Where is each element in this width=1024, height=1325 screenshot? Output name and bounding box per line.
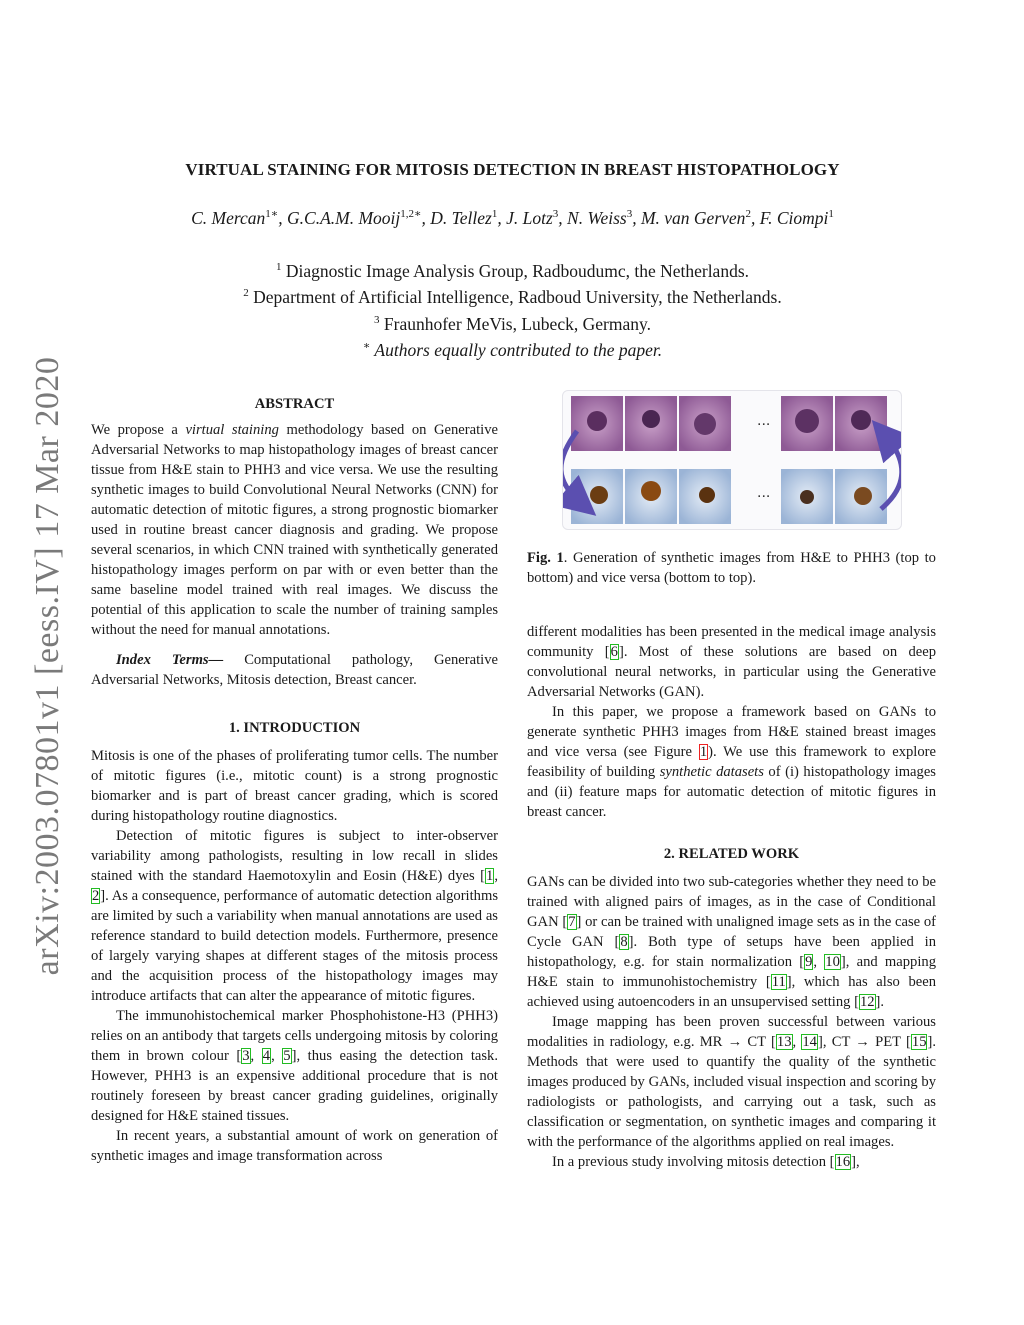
author-sup: 1,2∗ bbox=[400, 208, 422, 220]
figure-1 bbox=[562, 390, 902, 530]
arxiv-watermark bbox=[28, 346, 68, 986]
citation-link[interactable]: 14 bbox=[802, 1034, 817, 1050]
affiliation bbox=[90, 335, 935, 361]
arxiv-id: arXiv:2003.07801v1 [eess.IV] 17 Mar 2020 bbox=[29, 356, 66, 976]
body-paragraph: In a previous study involving mitosis detection [16], bbox=[552, 1154, 860, 1170]
bottom-dots: ... bbox=[757, 484, 771, 501]
phh3-tile-row bbox=[571, 469, 887, 524]
affiliation-sup: ∗ bbox=[362, 339, 371, 352]
body-paragraph bbox=[527, 702, 936, 822]
author: G.C.A.M. Mooij bbox=[287, 207, 401, 228]
author-sup: 3 bbox=[626, 208, 633, 220]
citation-link[interactable]: 6 bbox=[610, 644, 618, 660]
body-text: , bbox=[856, 1154, 860, 1170]
figure-label: Fig. 1 bbox=[527, 550, 564, 566]
citation-link[interactable]: 13 bbox=[776, 1034, 792, 1050]
related-work-heading: 2. RELATED WORK bbox=[663, 846, 800, 862]
left-column bbox=[91, 394, 498, 1166]
he-nucleus bbox=[642, 410, 660, 428]
intro-paragraph: The immunohistochemical marker Phosphohistone-H3 (PHH3) relies on an antibody that targets cells undergoing mitosis by coloring them in brown colour [3, 4, 5], thus easing the detection task. However, PHH3 is an expensive additional procedure that is not routinely foreseen by breast cancer grading guidelines, originally designed for H&E stained tissues. bbox=[91, 1008, 499, 1124]
abstract-emphasis: virtual staining bbox=[185, 422, 279, 438]
citation-link[interactable]: 9 bbox=[805, 954, 813, 970]
citation-link[interactable]: 5 bbox=[283, 1048, 291, 1064]
abstract-text-part: We propose a bbox=[91, 422, 186, 438]
citation-link[interactable]: 2 bbox=[92, 888, 100, 904]
citation-link[interactable]: 15 bbox=[911, 1034, 927, 1050]
author: F. Ciompi bbox=[759, 207, 829, 228]
body-text: . Most of these solutions are based on deep convolutional neural networks, in particular using the Generative Adversarial Networks (GAN). bbox=[527, 644, 936, 700]
affiliation-sup: 2 bbox=[243, 287, 249, 300]
citation-link[interactable]: 3 bbox=[242, 1048, 250, 1064]
body-text: of (i) histopathology images and (ii) feature maps for automatic detection of mitotic figures in breast cancer. bbox=[527, 764, 936, 820]
affiliation-text: Authors equally contributed to the paper. bbox=[374, 339, 663, 360]
author-sup: 2 bbox=[745, 208, 751, 220]
body-text: Image mapping has been proven successful between various modalities in radiology, e.g. MR → CT bbox=[527, 1014, 936, 1050]
body-text: In this paper, we propose a framework based on GANs to generate synthetic PHH3 images from H&E stained breast images and vice versa (see Figure bbox=[527, 704, 936, 760]
body-text: . bbox=[880, 994, 885, 1010]
author-sup: 1 bbox=[491, 208, 498, 220]
figure-1-caption bbox=[527, 548, 936, 588]
he-nucleus bbox=[851, 410, 871, 430]
abstract-text bbox=[91, 420, 498, 640]
affiliation-text: Department of Artificial Intelligence, Radboud University, the Netherlands. bbox=[253, 287, 782, 308]
body-paragraph: different modalities has been presented in the medical image analysis community [6]. Most of these solutions are based on deep convolutional neural networks, in particular using the Generative Adversarial Networks (GAN). bbox=[527, 624, 936, 700]
affiliation-sup: 1 bbox=[275, 261, 282, 273]
author-list: C. Mercan$^{1∗}$, G.C.A.M. Mooij$^{1,2∗}$, D. Tellez$^1$, J. Lotz$^3$, N. Weiss$^3$, M. van Gerven$^2$, F. Ciompi$^1$ bbox=[191, 207, 834, 228]
citation-link[interactable]: 8 bbox=[620, 934, 628, 950]
intro-text: , thus easing the detection task. However, PHH3 is an expensive additional procedure that is not routinely foreseen by breast cancer grading guidelines, originally designed for H&E stained tissues. bbox=[91, 1048, 499, 1124]
figure-ref-link[interactable]: 1 bbox=[699, 744, 708, 760]
body-text: In a previous study involving mitosis detection bbox=[552, 1154, 830, 1170]
intro-heading: 1. INTRODUCTION bbox=[228, 720, 361, 736]
phh3-brown-cell bbox=[590, 486, 608, 504]
author: M. van Gerven bbox=[640, 207, 746, 228]
affiliation-sup: 3 bbox=[374, 313, 380, 326]
affiliation bbox=[90, 282, 935, 308]
citation-link[interactable]: 12 bbox=[859, 994, 875, 1010]
citation-link[interactable]: 1 bbox=[486, 868, 494, 884]
abstract-heading: ABSTRACT bbox=[254, 396, 335, 412]
citation-link[interactable]: 16 bbox=[835, 1154, 851, 1170]
body-text: or can be trained with unaligned image sets as in the case of Cycle GAN bbox=[527, 914, 936, 950]
phh3-brown-cell bbox=[800, 490, 814, 504]
intro-text: Detection of mitotic figures is subject to inter-observer variability among pathologists, resulting in low recall in slides stained with the standard Haemotoxylin and Eosin (H&E) dyes bbox=[91, 828, 498, 884]
affiliations bbox=[90, 256, 935, 361]
he-nucleus bbox=[795, 409, 819, 433]
figure-1-image bbox=[563, 391, 901, 529]
right-column bbox=[527, 622, 936, 1172]
author: J. Lotz bbox=[506, 207, 553, 228]
author-sup: 3 bbox=[552, 208, 559, 220]
abstract-text-part: methodology based on Generative Adversarial Networks to map histopathology images of breast cancer tissue from H&E stain to PHH3 and vice versa. We use the resulting synthetic images to build Convolutional Neural Networks (CNN) for automatic detection of mitotic figures, a strong prognostic biomarker used in routine breast cancer diagnosis and grading. We propose several scenarios, in which CNN trained with synthetically generated histopathology images perform on par with or even better than the same baseline model trained with real images. We discuss the potential of this application to scale the number of training samples without the need for manual annotations. bbox=[91, 422, 498, 638]
he-tile-row bbox=[571, 396, 887, 451]
author-sup: 1∗ bbox=[265, 208, 279, 220]
author: N. Weiss bbox=[567, 207, 627, 228]
body-text: , CT → PET bbox=[822, 1034, 907, 1050]
phh3-brown-cell bbox=[854, 487, 872, 505]
intro-paragraph: Mitosis is one of the phases of proliferating tumor cells. The number of mitotic figures (i.e., mitotic count) is a strong prognostic biomarker and is part of breast cancer grading, which is scored during histopathology routine diagnostics. bbox=[91, 748, 498, 824]
body-emphasis: synthetic datasets bbox=[659, 764, 764, 780]
index-terms-label: Index Terms— bbox=[116, 652, 224, 668]
body-text: ). We use this framework to explore feasibility of building bbox=[527, 744, 936, 780]
body-paragraph: Image mapping has been proven successful between various modalities in radiology, e.g. MR → CT [13, 14], CT → PET [15]. Methods that were used to quantify the quality of the synthetic images produced by GANs, included visual inspection and scoring by radiologists or pathologists, and carrying out a task, such as classification or segmentation, on synthetic images and comparing it with the performance of the algorithms applied on real images. bbox=[527, 1014, 937, 1150]
affiliation bbox=[90, 256, 935, 282]
he-nucleus bbox=[694, 413, 716, 435]
body-paragraph: GANs can be divided into two sub-categories whether they need to be trained with aligned pairs of images, as in the case of Conditional GAN [7] or can be trained with unaligned image sets as in the case of Cycle GAN [8]. Both type of setups have been applied in histopathology, e.g. for stain normalization [9, 10], and mapping H&E stain to immunohistochemistry [11], which has also been achieved using autoencoders in an unsupervised setting [12]. bbox=[527, 874, 936, 1010]
phh3-brown-cell bbox=[641, 481, 661, 501]
phh3-brown-cell bbox=[699, 487, 715, 503]
body-text: different modalities has been presented in the medical image analysis community bbox=[527, 624, 936, 660]
intro-text: . As a consequence, performance of automatic detection algorithms are limited by such a variability when manual annotations are used as reference standard to build detection models. Furthermore, presence of largely varying shapes at different stages of the mitosis process and the acquisition process of the histopathology images may introduce artifacts that can alter the appearance of mitotic figures. bbox=[91, 888, 498, 1004]
intro-paragraph: Detection of mitotic figures is subject to inter-observer variability among pathologists, resulting in low recall in slides stained with the standard Haemotoxylin and Eosin (H&E) dyes [1, 2]. As a consequence, performance of automatic detection algorithms are limited by such a variability when manual annotations are used as reference standard to build detection models. Furthermore, presence of largely varying shapes at different stages of the mitosis process and the acquisition process of the histopathology images may introduce artifacts that can alter the appearance of mitotic figures. bbox=[91, 828, 498, 1004]
index-terms bbox=[91, 650, 498, 690]
intro-paragraph: In recent years, a substantial amount of work on generation of synthetic images and image transformation across bbox=[91, 1128, 498, 1164]
author: C. Mercan bbox=[191, 207, 266, 228]
body-text: , which has also been achieved using autoencoders in an unsupervised setting bbox=[527, 974, 936, 1010]
he-nucleus bbox=[587, 411, 607, 431]
affiliation-text: Diagnostic Image Analysis Group, Radboudumc, the Netherlands. bbox=[285, 260, 750, 281]
citation-link[interactable]: 7 bbox=[568, 914, 576, 930]
affiliation bbox=[90, 309, 935, 335]
body-text: . Both type of setups have been applied in histopathology, e.g. for stain normalization bbox=[527, 934, 936, 970]
citation-link[interactable]: 10 bbox=[825, 954, 840, 970]
citation-link[interactable]: 4 bbox=[262, 1048, 271, 1064]
body-text: , and mapping H&E stain to immunohistochemistry bbox=[527, 954, 936, 990]
body-text: . Methods that were used to quantify the quality of the synthetic images produced by GANs, included visual inspection and scoring by radiologists or pathologists, and carrying out a task, such as classification or segmentation, on synthetic images and comparing it with the performance of the algorithms applied on real images. bbox=[527, 1034, 937, 1150]
author: D. Tellez bbox=[430, 207, 492, 228]
affiliation-text: Fraunhofer MeVis, Lubeck, Germany. bbox=[383, 313, 651, 334]
top-dots: ... bbox=[757, 412, 771, 429]
intro-text: The immunohistochemical marker Phosphohistone-H3 (PHH3) relies on an antibody that targets cells undergoing mitosis by coloring them in brown colour bbox=[91, 1008, 498, 1064]
citation-link[interactable]: 11 bbox=[771, 974, 786, 990]
figure-caption-text: . Generation of synthetic images from H&E to PHH3 (top to bottom) and vice versa (bottom to top). bbox=[527, 550, 936, 586]
index-terms-text: Computational pathology, Generative Adversarial Networks, Mitosis detection, Breast cancer. bbox=[91, 652, 498, 688]
author-sup: 1 bbox=[828, 208, 834, 220]
body-text: GANs can be divided into two sub-categories whether they need to be trained with aligned pairs of images, as in the case of Conditional GAN bbox=[527, 874, 936, 930]
paper-title: VIRTUAL STAINING FOR MITOSIS DETECTION IN BREAST HISTOPATHOLOGY bbox=[185, 160, 840, 179]
